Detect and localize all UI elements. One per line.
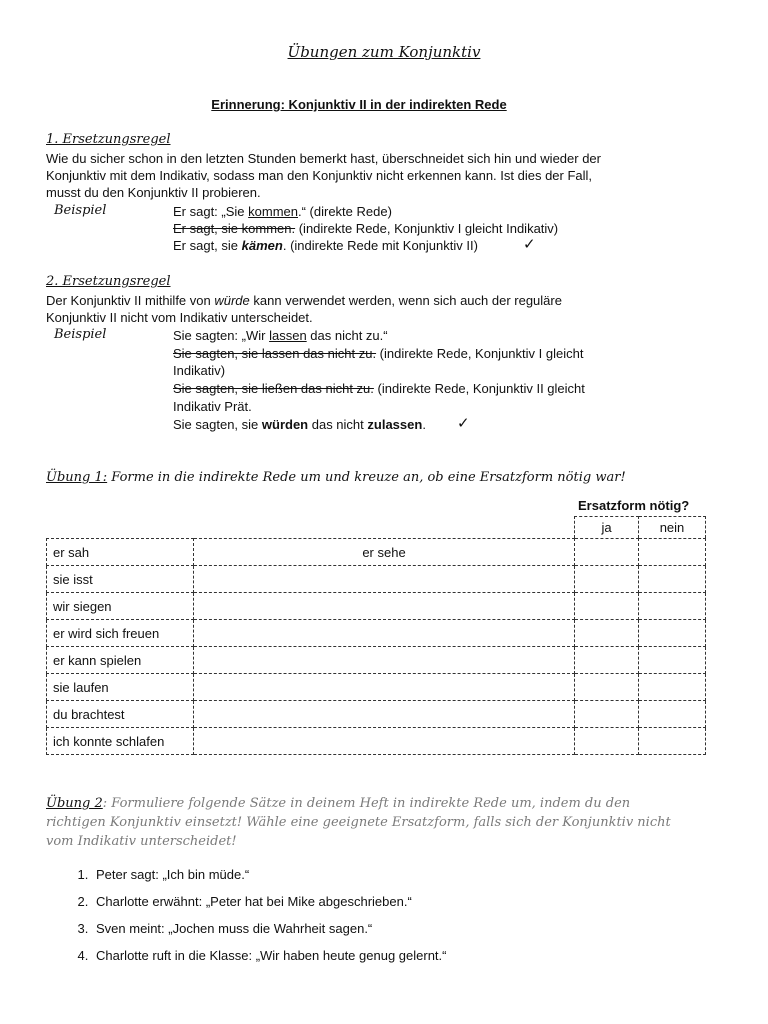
yes-checkbox[interactable] bbox=[575, 674, 639, 701]
page-subtitle: Erinnerung: Konjunktiv II in der indirekten Rede bbox=[211, 97, 507, 112]
verb-cell: sie isst bbox=[47, 566, 194, 593]
table-row bbox=[47, 701, 706, 728]
table-row bbox=[47, 566, 706, 593]
verb-cell: ich konnte schlafen bbox=[47, 728, 194, 755]
rule2-example-4: Sie sagten, sie würden das nicht zulassen. bbox=[173, 417, 426, 432]
rule1-example-label: Beispiel bbox=[54, 203, 107, 218]
verb-cell: sie laufen bbox=[47, 674, 194, 701]
verb-cell: wir siegen bbox=[47, 593, 194, 620]
no-checkbox[interactable] bbox=[639, 647, 706, 674]
list-item: 4. Charlotte ruft in die Klasse: „Wir haben heute genug gelernt.“ bbox=[92, 947, 446, 974]
answer-cell[interactable]: er sehe bbox=[194, 539, 575, 566]
rule1-example-1: Er sagt: „Sie kommen.“ (direkte Rede) bbox=[173, 204, 392, 219]
rule2-heading: 2. Ersetzungsregel bbox=[46, 274, 171, 289]
verb-cell: er kann spielen bbox=[47, 647, 194, 674]
verb-cell: er sah bbox=[47, 539, 194, 566]
list-item: 2. Charlotte erwähnt: „Peter hat bei Mike abgeschrieben.“ bbox=[92, 893, 446, 920]
rule1-example-2: Er sagt, sie kommen. (indirekte Rede, Konjunktiv I gleicht Indikativ) bbox=[173, 221, 559, 236]
rule2-line: Der Konjunktiv II mithilfe von würde kann verwendet werden, wenn sich auch der reguläre bbox=[46, 293, 562, 308]
rule2-example-2-cont: Indikativ) bbox=[173, 363, 226, 378]
yes-checkbox[interactable] bbox=[575, 539, 639, 566]
rule2-example-3-cont: Indikativ Prät. bbox=[173, 399, 252, 414]
answer-cell[interactable] bbox=[194, 593, 575, 620]
rule1-heading: 1. Ersetzungsregel bbox=[46, 132, 171, 147]
list-item: 3. Sven meint: „Jochen muss die Wahrheit sagen.“ bbox=[92, 920, 446, 947]
answer-cell[interactable] bbox=[194, 674, 575, 701]
rule2-example-1: Sie sagten: „Wir lassen das nicht zu.“ bbox=[173, 328, 388, 343]
answer-cell[interactable] bbox=[194, 566, 575, 593]
yes-checkbox[interactable] bbox=[575, 701, 639, 728]
rule1-line: Wie du sicher schon in den letzten Stunden bemerkt hast, überschneidet sich hin und wieder der bbox=[46, 151, 601, 166]
table-row bbox=[47, 647, 706, 674]
table-row bbox=[47, 728, 706, 755]
exercise1-answer-header bbox=[574, 516, 706, 538]
exercise1-column-header: Ersatzform nötig? bbox=[578, 498, 690, 513]
column-yes: ja bbox=[575, 517, 639, 539]
answer-cell[interactable] bbox=[194, 620, 575, 647]
rule1-example-3: Er sagt, sie kämen. (indirekte Rede mit Konjunktiv II) bbox=[173, 238, 478, 253]
table-row bbox=[47, 539, 706, 566]
exercise2-instruction: Übung 2: Formuliere folgende Sätze in deinem Heft in indirekte Rede um, indem du den richtigen Konjunktiv einsetzt! Wähle eine geeignete Ersatzform, falls sich der Konjunktiv nicht vom Indikativ unterscheidet! bbox=[46, 796, 671, 849]
no-checkbox[interactable] bbox=[639, 593, 706, 620]
rule1-line: musst du den Konjunktiv II probieren. bbox=[46, 185, 261, 200]
rule2-example-2: Sie sagten, sie lassen das nicht zu. (indirekte Rede, Konjunktiv I gleicht bbox=[173, 346, 584, 361]
no-checkbox[interactable] bbox=[639, 620, 706, 647]
yes-checkbox[interactable] bbox=[575, 620, 639, 647]
table-row bbox=[47, 620, 706, 647]
no-checkbox[interactable] bbox=[639, 674, 706, 701]
exercise1-table bbox=[46, 538, 706, 755]
exercise1-instruction: Übung 1: Forme in die indirekte Rede um und kreuze an, ob eine Ersatzform nötig war! bbox=[46, 470, 626, 485]
table-row bbox=[47, 674, 706, 701]
yes-checkbox[interactable] bbox=[575, 647, 639, 674]
no-checkbox[interactable] bbox=[639, 728, 706, 755]
check-icon: ✓ bbox=[523, 236, 536, 253]
check-icon: ✓ bbox=[457, 415, 470, 432]
rule2-example-label: Beispiel bbox=[54, 327, 107, 342]
yes-checkbox[interactable] bbox=[575, 728, 639, 755]
yes-checkbox[interactable] bbox=[575, 566, 639, 593]
answer-cell[interactable] bbox=[194, 647, 575, 674]
no-checkbox[interactable] bbox=[639, 701, 706, 728]
page-title: Übungen zum Konjunktiv bbox=[287, 43, 481, 61]
no-checkbox[interactable] bbox=[639, 539, 706, 566]
exercise2-sentence-list bbox=[52, 866, 446, 974]
verb-cell: er wird sich freuen bbox=[47, 620, 194, 647]
exercise2-label: Übung 2 bbox=[46, 796, 103, 811]
rule2-example-3: Sie sagten, sie ließen das nicht zu. (indirekte Rede, Konjunktiv II gleicht bbox=[173, 381, 585, 396]
table-row bbox=[47, 593, 706, 620]
answer-cell[interactable] bbox=[194, 701, 575, 728]
column-no: nein bbox=[639, 517, 706, 539]
list-item: 1. Peter sagt: „Ich bin müde.“ bbox=[92, 866, 446, 893]
answer-cell[interactable] bbox=[194, 728, 575, 755]
rule1-line: Konjunktiv mit dem Indikativ, sodass man den Konjunktiv nicht erkennen kann. Ist dies der Fall, bbox=[46, 168, 593, 183]
verb-cell: du brachtest bbox=[47, 701, 194, 728]
yes-checkbox[interactable] bbox=[575, 593, 639, 620]
rule2-line: Konjunktiv II nicht vom Indikativ unterscheidet. bbox=[46, 310, 313, 325]
no-checkbox[interactable] bbox=[639, 566, 706, 593]
